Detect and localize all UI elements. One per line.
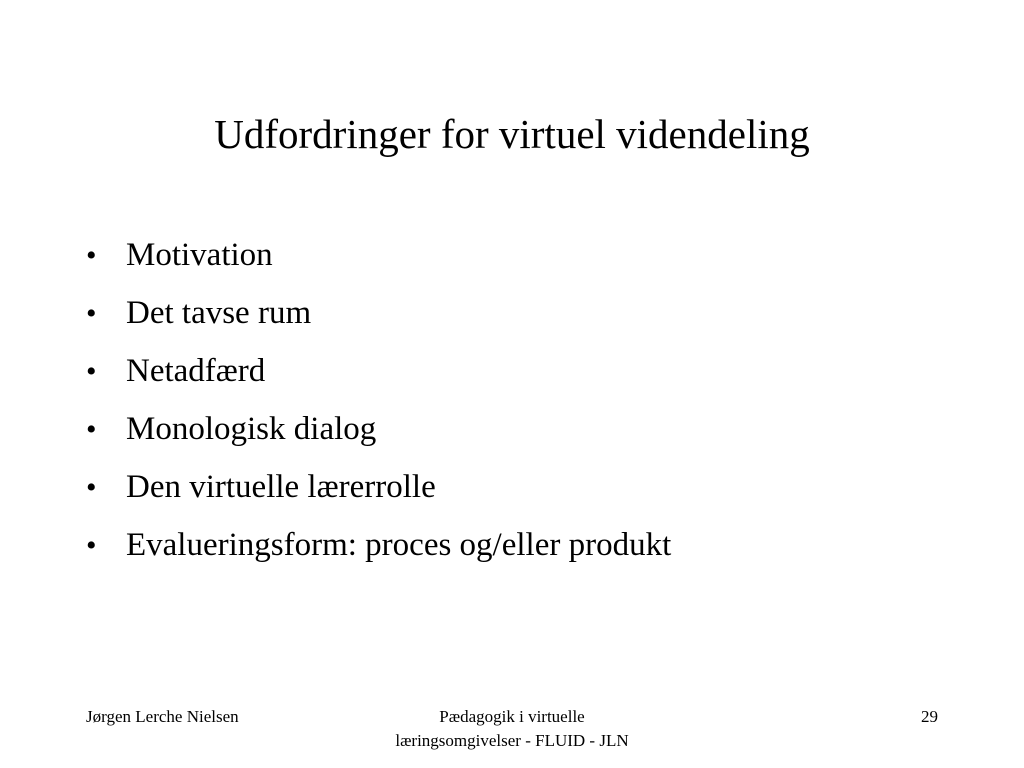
footer-course-line-2: læringsomgivelser - FLUID - JLN bbox=[395, 731, 629, 750]
bullet-text: Den virtuelle lærerrolle bbox=[126, 469, 436, 505]
bullet-item bbox=[86, 458, 986, 516]
bullet-item bbox=[86, 284, 986, 342]
bullet-dot-icon: • bbox=[86, 355, 97, 388]
bullet-dot-icon: • bbox=[86, 297, 97, 330]
bullet-item bbox=[86, 226, 986, 284]
slide-title: Udfordringer for virtuel videndeling bbox=[214, 111, 810, 157]
bullet-item bbox=[86, 516, 986, 574]
bullet-dot-icon: • bbox=[86, 529, 97, 562]
bullet-text: Monologisk dialog bbox=[126, 411, 377, 447]
bullet-item bbox=[86, 342, 986, 400]
bullet-item bbox=[86, 400, 986, 458]
bullet-text: Motivation bbox=[126, 237, 273, 273]
footer-course-title bbox=[312, 705, 712, 753]
bullet-dot-icon: • bbox=[86, 239, 97, 272]
footer-author: Jørgen Lerche Nielsen bbox=[86, 707, 239, 726]
bullet-list bbox=[86, 226, 986, 574]
bullet-text: Det tavse rum bbox=[126, 295, 312, 331]
footer-course-line-1: Pædagogik i virtuelle bbox=[439, 707, 585, 726]
bullet-text: Evalueringsform: proces og/eller produkt bbox=[126, 527, 672, 563]
footer-page-number: 29 bbox=[921, 707, 938, 726]
bullet-dot-icon: • bbox=[86, 413, 97, 446]
bullet-text: Netadfærd bbox=[126, 353, 266, 389]
bullet-dot-icon: • bbox=[86, 471, 97, 504]
